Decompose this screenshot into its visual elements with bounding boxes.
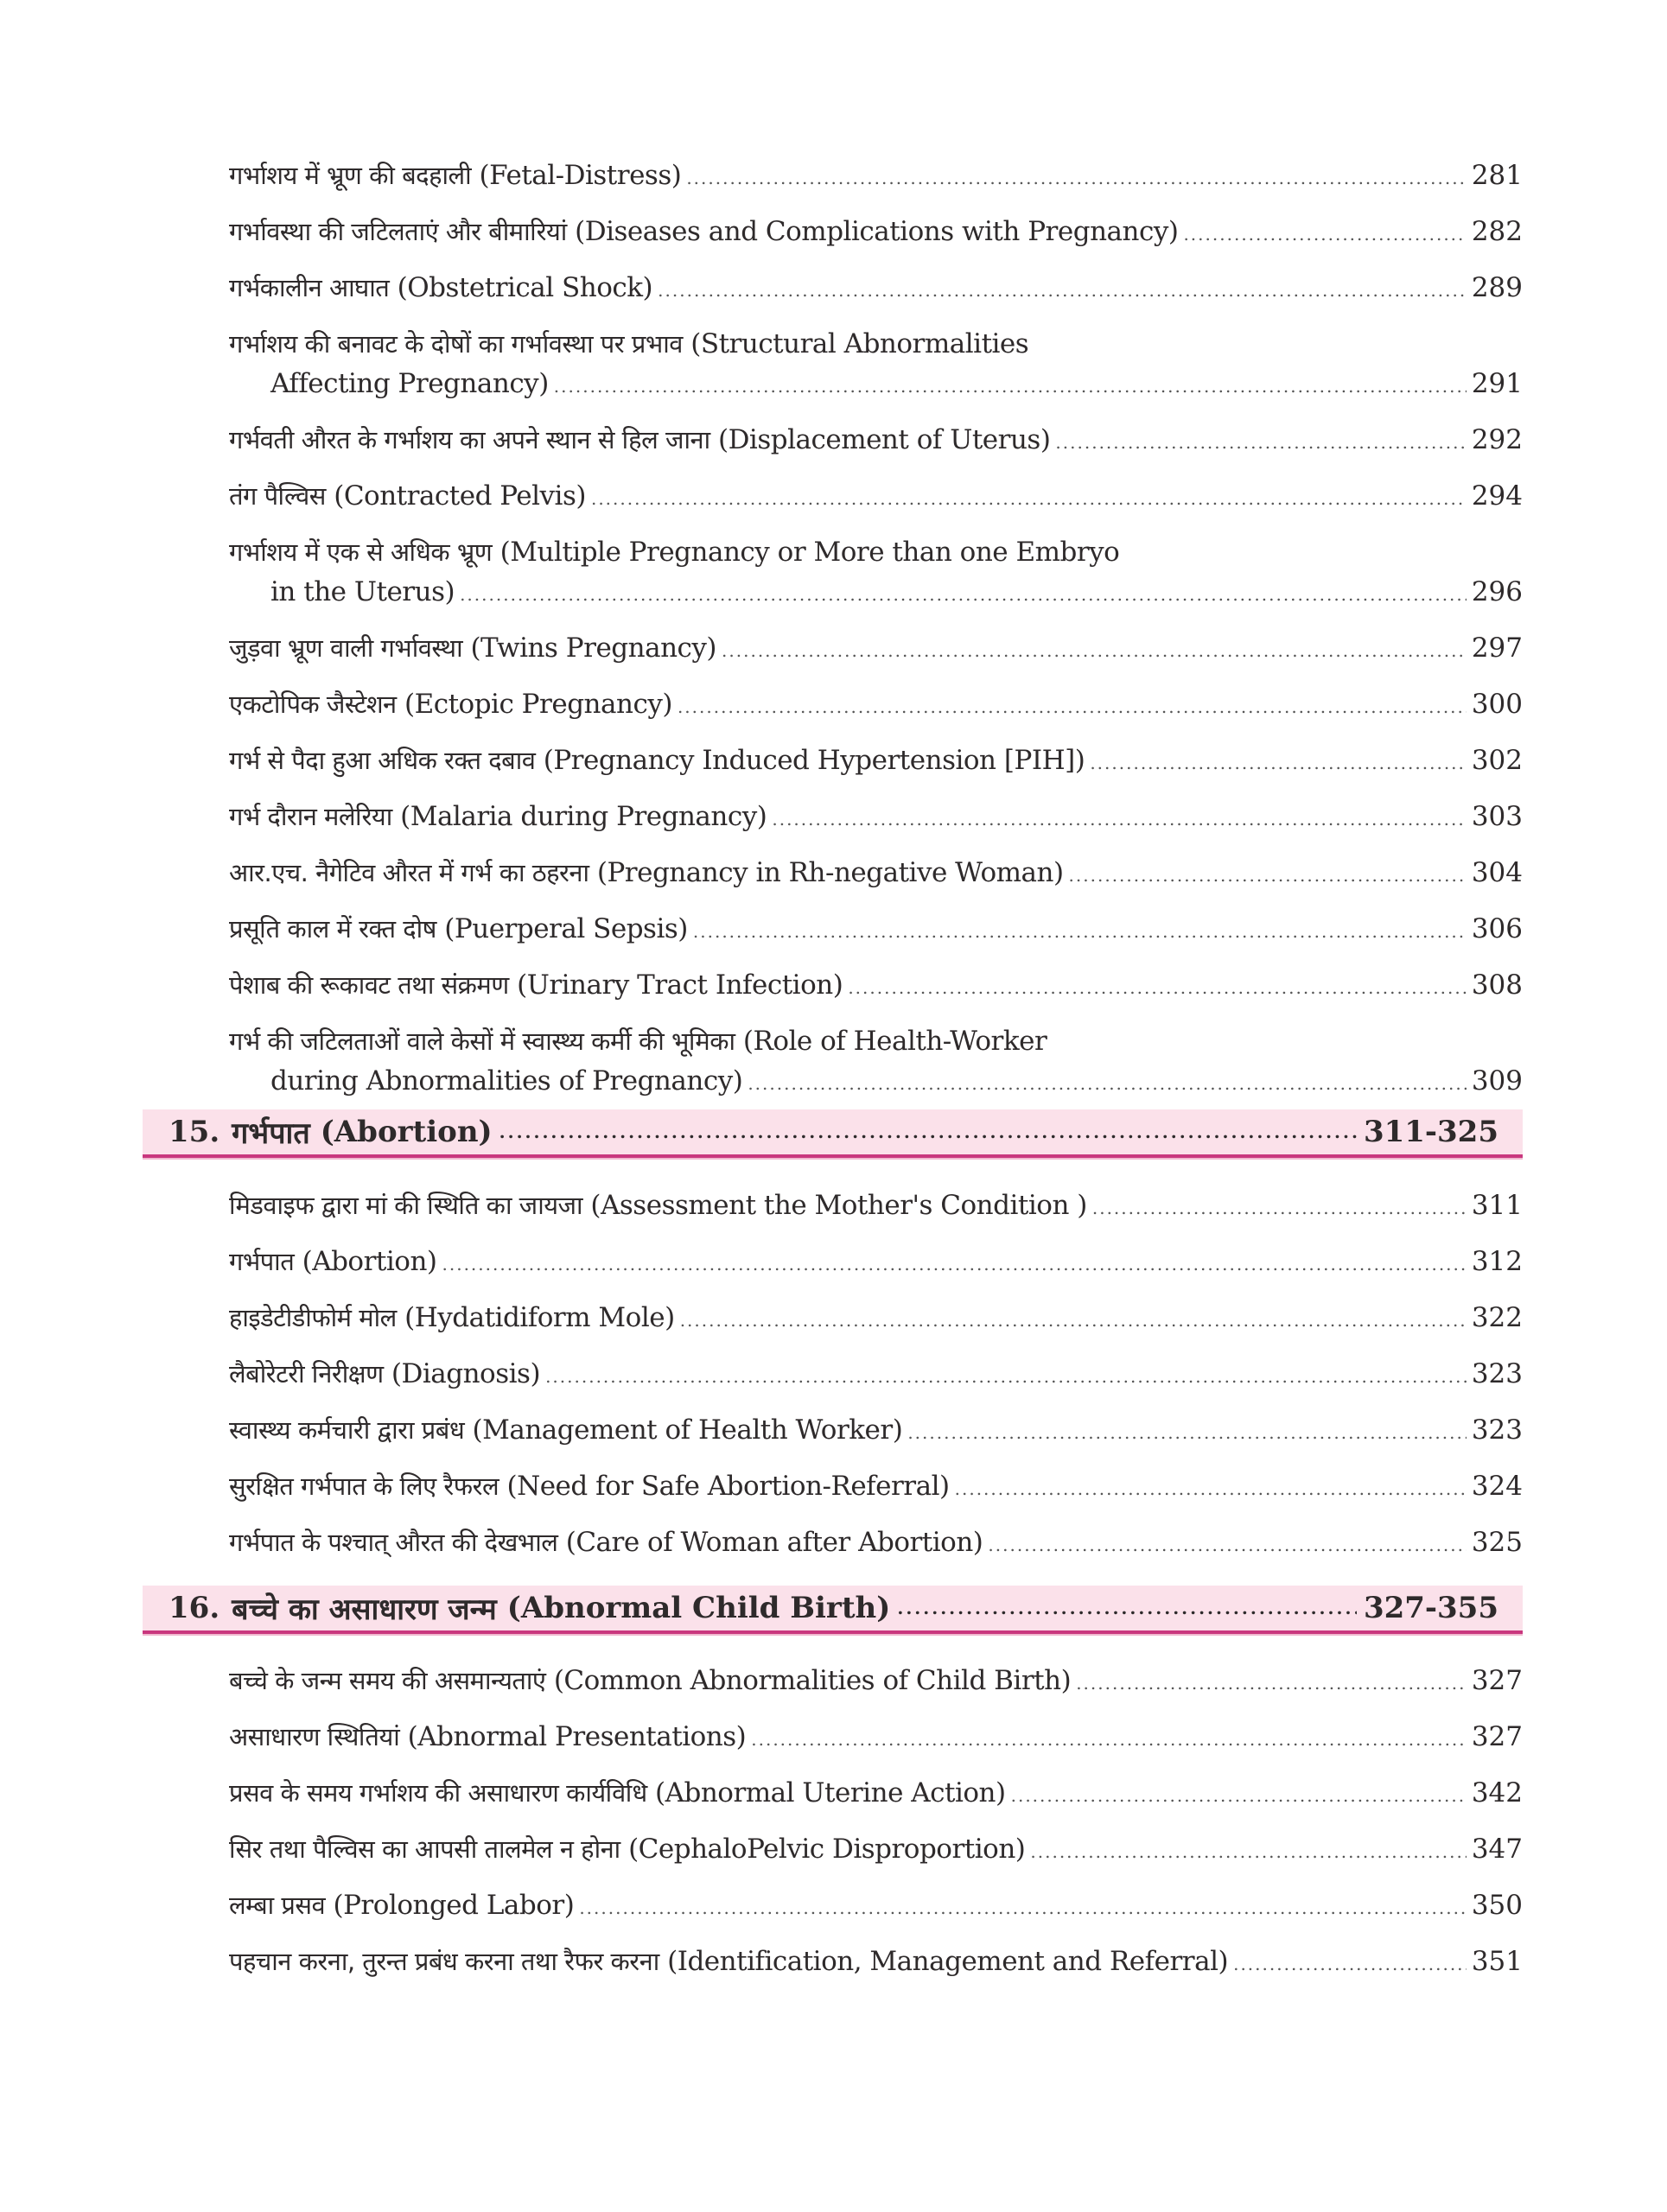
page-number: 281 <box>1471 160 1523 191</box>
entry-english: (Pregnancy in Rh-negative Woman) <box>596 857 1064 888</box>
entry-english: (Twins Pregnancy) <box>470 632 717 664</box>
page-number: 311 <box>1471 1190 1523 1221</box>
entry-hindi: गर्भकालीन आघात <box>229 273 390 302</box>
page-number: 322 <box>1471 1302 1523 1333</box>
entry-hindi: गर्भ से पैदा हुआ अधिक रक्त दबाव <box>229 746 536 775</box>
dot-leader <box>460 575 1467 614</box>
dot-leader <box>1183 214 1466 254</box>
dot-leader <box>658 270 1467 310</box>
entry-english: (Diseases and Complications with Pregnancy) <box>575 216 1179 247</box>
entry-hindi: लैबोरेटरी निरीक्षण <box>229 1359 384 1389</box>
section-title-english: (Abnormal Child Birth) <box>506 1591 891 1625</box>
toc-entry[interactable] <box>229 420 1523 462</box>
dot-leader <box>545 1357 1467 1396</box>
entry-english-continued: during Abnormalities of Pregnancy) <box>270 1065 743 1096</box>
section-title-english: (Abortion) <box>320 1115 493 1149</box>
page-number: 291 <box>1471 368 1523 399</box>
dot-leader <box>554 366 1467 406</box>
entry-english: (Contracted Pelvis) <box>334 480 586 512</box>
dot-leader <box>1076 1663 1467 1703</box>
entry-hindi: गर्भपात <box>229 1247 295 1276</box>
entry-hindi: तंग पैल्विस <box>229 481 326 511</box>
entry-english: (Abnormal Uterine Action) <box>655 1777 1006 1808</box>
entry-hindi: सुरक्षित गर्भपात के लिए रैफरल <box>229 1471 499 1501</box>
page-number: 282 <box>1471 216 1523 247</box>
entry-english: (Common Abnormalities of Child Birth) <box>553 1665 1072 1696</box>
toc-entry[interactable] <box>229 628 1523 671</box>
entry-english: (Care of Woman after Abortion) <box>565 1527 983 1558</box>
entry-english: (Identification, Management and Referral) <box>667 1946 1229 1977</box>
toc-entry[interactable] <box>229 212 1523 254</box>
dot-leader <box>748 1064 1467 1103</box>
entry-hindi: स्वास्थ्य कर्मचारी द्वारा प्रबंध <box>229 1415 465 1445</box>
page-number: 323 <box>1471 1358 1523 1389</box>
entry-hindi: गर्भाशय की बनावट के दोषों का गर्भावस्था पर प्रभाव <box>229 329 683 359</box>
toc-group-section-16 <box>229 1661 1523 1998</box>
entry-english: (Pregnancy Induced Hypertension [PIH]) <box>543 745 1085 776</box>
dot-leader <box>591 479 1467 518</box>
entry-english: (Structural Abnormalities <box>690 328 1029 359</box>
entry-hindi: असाधारण स्थितियां <box>229 1722 400 1751</box>
dot-leader <box>848 968 1467 1007</box>
toc-group-section-15 <box>229 1185 1523 1579</box>
dot-leader <box>1011 1776 1467 1815</box>
toc-entry[interactable] <box>229 1661 1523 1703</box>
section-number: 16. <box>169 1591 220 1625</box>
entry-hindi: पेशाब की रूकावट तथा संक्रमण <box>229 970 509 1000</box>
entry-english: (Ectopic Pregnancy) <box>404 689 672 720</box>
entry-hindi: गर्भावस्था की जटिलताएं और बीमारियां <box>229 217 567 246</box>
entry-hindi: आर.एच. नैगेटिव औरत में गर्भ का ठहरना <box>229 858 589 887</box>
dot-leader <box>1090 743 1467 783</box>
entry-english: (Prolonged Labor) <box>333 1890 575 1921</box>
toc-entry[interactable] <box>229 532 1523 614</box>
toc-entry[interactable] <box>229 268 1523 310</box>
dot-leader <box>442 1244 1467 1284</box>
entry-hindi: गर्भ दौरान मलेरिया <box>229 802 392 831</box>
page-number: 342 <box>1471 1777 1523 1808</box>
section-page-range: 327-355 <box>1363 1591 1498 1625</box>
entry-hindi: प्रसूति काल में रक्त दोष <box>229 914 436 944</box>
section-title-hindi: बच्चे का असाधारण जन्म <box>232 1592 497 1627</box>
toc-entry[interactable] <box>229 909 1523 951</box>
dot-leader <box>751 1719 1467 1759</box>
toc-entry[interactable] <box>229 1885 1523 1928</box>
dot-leader <box>772 799 1466 839</box>
dot-leader <box>686 158 1467 198</box>
entry-hindi: गर्भाशय में भ्रूण की बदहाली <box>229 161 472 190</box>
page-number: 297 <box>1471 632 1523 664</box>
entry-hindi: गर्भाशय में एक से अधिक भ्रूण <box>229 537 493 567</box>
page-number: 324 <box>1471 1471 1523 1502</box>
page-number: 327 <box>1471 1665 1523 1696</box>
entry-hindi: प्रसव के समय गर्भाशय की असाधारण कार्यविधि <box>229 1778 647 1808</box>
toc-entry[interactable] <box>229 1829 1523 1872</box>
toc-entry[interactable] <box>229 1242 1523 1284</box>
section-header-16[interactable] <box>143 1586 1523 1634</box>
toc-entry[interactable] <box>229 1522 1523 1565</box>
entry-hindi: सिर तथा पैल्विस का आपसी तालमेल न होना <box>229 1834 620 1864</box>
dot-leader <box>988 1525 1466 1565</box>
dot-leader <box>693 912 1467 951</box>
dot-leader <box>1055 423 1466 462</box>
dot-leader <box>897 1598 1357 1618</box>
entry-hindi: गर्भ की जटिलताओं वाले केसों में स्वास्थ्य कर्मी की भूमिका <box>229 1027 735 1056</box>
toc-entry[interactable] <box>229 324 1523 406</box>
page-number: 292 <box>1471 424 1523 455</box>
section-header-15[interactable] <box>143 1109 1523 1158</box>
page-number: 309 <box>1471 1065 1523 1096</box>
dot-leader <box>1030 1832 1466 1872</box>
toc-group-continued <box>229 156 1523 1117</box>
entry-english: (Fetal-Distress) <box>479 160 682 191</box>
page-number: 306 <box>1471 913 1523 944</box>
dot-leader <box>1233 1944 1467 1984</box>
page-number: 327 <box>1471 1721 1523 1752</box>
entry-english: (Urinary Tract Infection) <box>517 969 843 1001</box>
dot-leader <box>579 1888 1467 1928</box>
page-number: 312 <box>1471 1246 1523 1277</box>
entry-english: (Multiple Pregnancy or More than one Embryo <box>499 537 1120 568</box>
dot-leader <box>1092 1188 1467 1228</box>
page-number: 289 <box>1471 272 1523 303</box>
page-number: 304 <box>1471 857 1523 888</box>
entry-english: (Displacement of Uterus) <box>717 424 1051 455</box>
page-number: 347 <box>1471 1834 1523 1865</box>
page-number: 323 <box>1471 1414 1523 1446</box>
toc-entry[interactable] <box>229 797 1523 839</box>
entry-english: (Abnormal Presentations) <box>407 1721 747 1752</box>
toc-entry[interactable] <box>229 853 1523 895</box>
dot-leader <box>722 631 1467 671</box>
entry-english: (Role of Health-Worker <box>742 1026 1047 1057</box>
entry-hindi: पहचान करना, तुरन्त प्रबंध करना तथा रैफर करना <box>229 1947 659 1976</box>
page-number: 296 <box>1471 576 1523 607</box>
entry-english: (Assessment the Mother's Condition ) <box>590 1190 1087 1221</box>
toc-entry[interactable] <box>229 965 1523 1007</box>
toc-entry[interactable] <box>229 1410 1523 1452</box>
entry-english: (CephaloPelvic Disproportion) <box>628 1834 1026 1865</box>
entry-hindi: एकटोपिक जैस्टेशन <box>229 690 397 719</box>
dot-leader <box>907 1413 1467 1452</box>
section-title-hindi: गर्भपात <box>232 1116 310 1151</box>
toc-entry[interactable] <box>229 1185 1523 1228</box>
page-number: 302 <box>1471 745 1523 776</box>
toc-entry[interactable] <box>229 1021 1523 1103</box>
toc-entry[interactable] <box>229 1466 1523 1509</box>
page-number: 303 <box>1471 801 1523 832</box>
entry-hindi: गर्भवती औरत के गर्भाशय का अपने स्थान से हिल जाना <box>229 425 710 454</box>
entry-english: (Obstetrical Shock) <box>397 272 653 303</box>
toc-entry[interactable] <box>229 1717 1523 1759</box>
entry-english: (Hydatidiform Mole) <box>404 1302 675 1333</box>
entry-hindi: जुड़वा भ्रूण वाली गर्भावस्था <box>229 633 463 663</box>
entry-english: (Abortion) <box>302 1246 437 1277</box>
page-number: 351 <box>1471 1946 1523 1977</box>
entry-hindi: हाइडेटीडीफोर्म मोल <box>229 1303 397 1332</box>
page-number: 300 <box>1471 689 1523 720</box>
page-number: 294 <box>1471 480 1523 512</box>
page-number: 308 <box>1471 969 1523 1001</box>
entry-english-continued: in the Uterus) <box>270 576 455 607</box>
dot-leader <box>678 687 1467 727</box>
dot-leader <box>955 1469 1467 1509</box>
page-number: 325 <box>1471 1527 1523 1558</box>
toc-entry[interactable] <box>229 1354 1523 1396</box>
toc-entry[interactable] <box>229 156 1523 198</box>
entry-english-continued: Affecting Pregnancy) <box>270 368 549 399</box>
toc-entry[interactable] <box>229 476 1523 518</box>
entry-english: (Malaria during Pregnancy) <box>400 801 767 832</box>
entry-english: (Need for Safe Abortion-Referral) <box>506 1471 950 1502</box>
entry-english: (Diagnosis) <box>391 1358 541 1389</box>
toc-entry[interactable] <box>229 741 1523 783</box>
entry-english: (Puerperal Sepsis) <box>444 913 688 944</box>
section-page-range: 311-325 <box>1363 1115 1498 1149</box>
page-number: 350 <box>1471 1890 1523 1921</box>
toc-entry[interactable] <box>229 1773 1523 1815</box>
entry-english: (Management of Health Worker) <box>472 1414 903 1446</box>
toc-entry[interactable] <box>229 1298 1523 1340</box>
section-number: 15. <box>169 1115 220 1149</box>
dot-leader <box>1069 855 1467 895</box>
dot-leader <box>680 1300 1467 1340</box>
dot-leader <box>499 1122 1357 1142</box>
entry-hindi: गर्भपात के पश्चात् औरत की देखभाल <box>229 1528 558 1557</box>
entry-hindi: लम्बा प्रसव <box>229 1891 326 1920</box>
toc-entry[interactable] <box>229 1942 1523 1984</box>
entry-hindi: बच्चे के जन्म समय की असमान्यताएं <box>229 1666 546 1695</box>
toc-entry[interactable] <box>229 684 1523 727</box>
entry-hindi: मिडवाइफ द्वारा मां की स्थिति का जायजा <box>229 1191 583 1220</box>
